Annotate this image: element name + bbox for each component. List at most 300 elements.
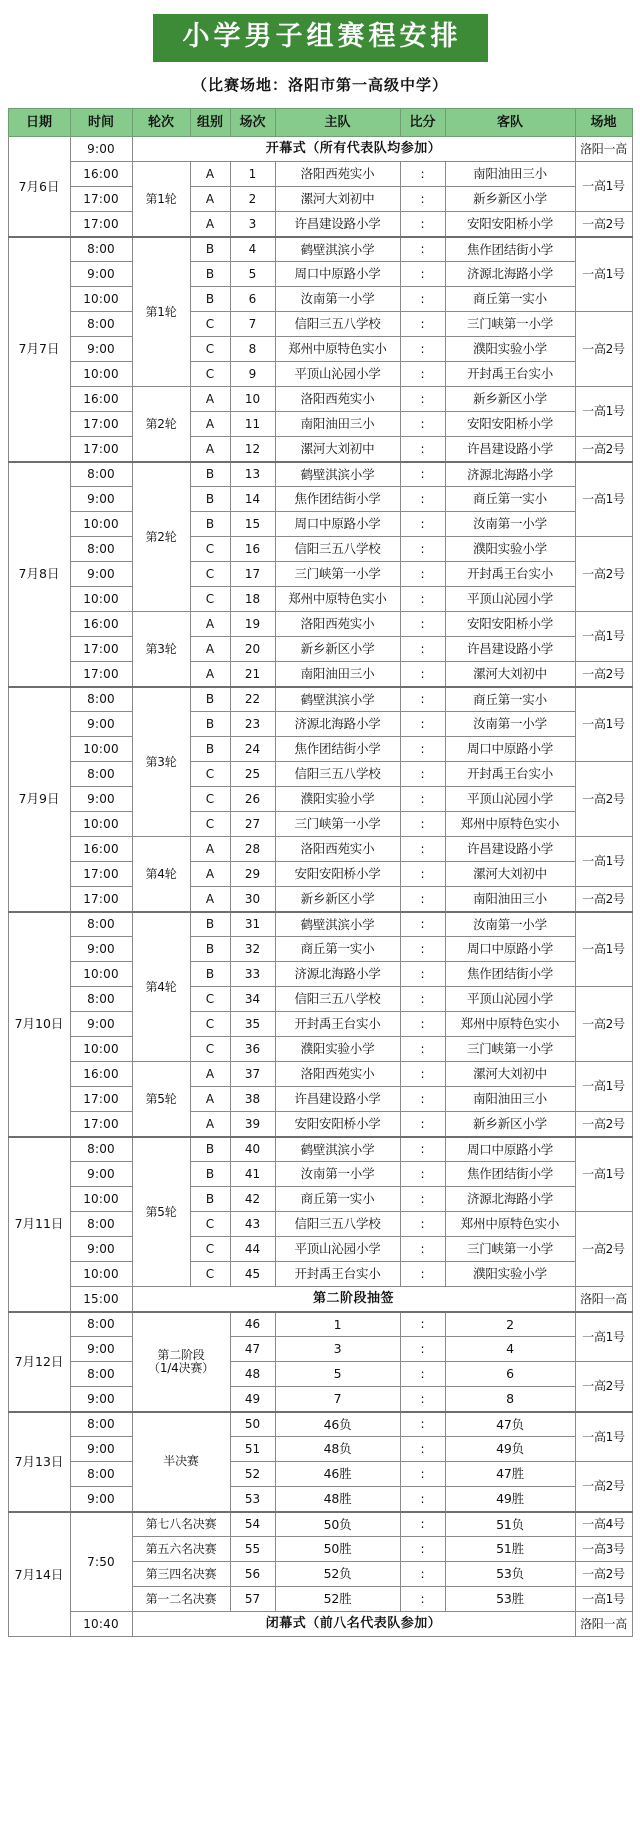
cell-away-team: 商丘第一实小 — [445, 287, 575, 312]
cell-venue: 一高2号 — [575, 1212, 632, 1287]
table-row — [8, 1387, 632, 1412]
col-header-matchno: 场次 — [230, 109, 275, 137]
cell-venue: 一高1号 — [575, 912, 632, 987]
cell-time: 9:00 — [70, 1387, 132, 1412]
table-row — [8, 937, 632, 962]
table-row — [8, 862, 632, 887]
cell-score: : — [400, 412, 445, 437]
table-row — [8, 1612, 632, 1637]
cell-score: : — [400, 1262, 445, 1287]
cell-time: 9:00 — [70, 562, 132, 587]
cell-away-team: 平顶山沁园小学 — [445, 987, 575, 1012]
cell-home-team: 焦作团结街小学 — [275, 487, 400, 512]
cell-away-team: 平顶山沁园小学 — [445, 787, 575, 812]
cell-group: C — [190, 1237, 230, 1262]
cell-match-no: 14 — [230, 487, 275, 512]
cell-match-no: 56 — [230, 1562, 275, 1587]
cell-match-no: 4 — [230, 237, 275, 262]
cell-time: 8:00 — [70, 1462, 132, 1487]
cell-time: 16:00 — [70, 1062, 132, 1087]
cell-time: 8:00 — [70, 987, 132, 1012]
cell-score: : — [400, 712, 445, 737]
cell-match-no: 21 — [230, 662, 275, 687]
cell-away-team: 汝南第一小学 — [445, 912, 575, 937]
cell-score: : — [400, 1312, 445, 1337]
cell-match-no: 57 — [230, 1587, 275, 1612]
cell-match-no: 5 — [230, 262, 275, 287]
cell-time: 16:00 — [70, 612, 132, 637]
cell-match-no: 36 — [230, 1037, 275, 1062]
cell-group: C — [190, 812, 230, 837]
cell-time: 9:00 — [70, 337, 132, 362]
cell-away-team: 南阳油田三小 — [445, 887, 575, 912]
table-row — [8, 1062, 632, 1087]
cell-time: 10:00 — [70, 737, 132, 762]
cell-home-team: 许昌建设路小学 — [275, 212, 400, 237]
cell-home-team: 济源北海路小学 — [275, 962, 400, 987]
cell-away-team: 漯河大刘初中 — [445, 1062, 575, 1087]
cell-home-team: 48胜 — [275, 1487, 400, 1512]
cell-time: 8:00 — [70, 237, 132, 262]
cell-home-team: 济源北海路小学 — [275, 712, 400, 737]
cell-group: A — [190, 612, 230, 637]
table-row — [8, 212, 632, 237]
cell-score: : — [400, 1412, 445, 1437]
cell-home-team: 洛阳西苑实小 — [275, 612, 400, 637]
cell-time: 8:00 — [70, 762, 132, 787]
cell-away-team: 47负 — [445, 1412, 575, 1437]
cell-group: B — [190, 712, 230, 737]
cell-time: 8:00 — [70, 462, 132, 487]
cell-match-no: 46 — [230, 1312, 275, 1337]
cell-home-team: 信阳三五八学校 — [275, 1212, 400, 1237]
cell-round: 第2轮 — [132, 387, 190, 462]
cell-match-no: 31 — [230, 912, 275, 937]
cell-time: 15:00 — [70, 1287, 132, 1312]
cell-away-team: 焦作团结街小学 — [445, 237, 575, 262]
cell-home-team: 50胜 — [275, 1537, 400, 1562]
table-row — [8, 1212, 632, 1237]
cell-time: 10:00 — [70, 287, 132, 312]
table-row — [8, 337, 632, 362]
cell-date: 7月9日 — [8, 687, 70, 912]
cell-home-team: 50负 — [275, 1512, 400, 1537]
cell-time: 17:00 — [70, 862, 132, 887]
cell-venue: 一高1号 — [575, 462, 632, 537]
cell-match-no: 53 — [230, 1487, 275, 1512]
table-row — [8, 812, 632, 837]
table-row — [8, 887, 632, 912]
cell-venue: 一高2号 — [575, 212, 632, 237]
cell-venue: 一高2号 — [575, 1462, 632, 1512]
cell-home-team: 5 — [275, 1362, 400, 1387]
cell-round: 第2轮 — [132, 462, 190, 612]
cell-group: C — [190, 1037, 230, 1062]
table-row — [8, 412, 632, 437]
table-row — [8, 912, 632, 937]
cell-group: B — [190, 487, 230, 512]
cell-score: : — [400, 337, 445, 362]
cell-home-team: 濮阳实验小学 — [275, 1037, 400, 1062]
cell-round: 第3轮 — [132, 612, 190, 687]
cell-time: 9:00 — [70, 1437, 132, 1462]
table-row — [8, 737, 632, 762]
cell-time: 17:00 — [70, 412, 132, 437]
cell-home-team: 鹤壁淇滨小学 — [275, 687, 400, 712]
cell-home-team: 46负 — [275, 1412, 400, 1437]
table-row — [8, 1237, 632, 1262]
cell-away-team: 濮阳实验小学 — [445, 1262, 575, 1287]
col-header-date: 日期 — [8, 109, 70, 137]
cell-venue: 一高2号 — [575, 762, 632, 837]
cell-venue: 一高1号 — [575, 1312, 632, 1362]
cell-match-no: 45 — [230, 1262, 275, 1287]
cell-match-no: 24 — [230, 737, 275, 762]
table-row — [8, 262, 632, 287]
cell-match-no: 17 — [230, 562, 275, 587]
cell-away-team: 6 — [445, 1362, 575, 1387]
cell-match-no: 3 — [230, 212, 275, 237]
cell-away-team: 51负 — [445, 1512, 575, 1537]
cell-group: C — [190, 562, 230, 587]
cell-match-no: 48 — [230, 1362, 275, 1387]
cell-venue: 一高2号 — [575, 887, 632, 912]
cell-score: : — [400, 187, 445, 212]
cell-group: C — [190, 312, 230, 337]
cell-final-34-label: 第三四名决赛 — [132, 1562, 230, 1587]
cell-time: 9:00 — [70, 1012, 132, 1037]
cell-group: B — [190, 237, 230, 262]
col-header-group: 组别 — [190, 109, 230, 137]
cell-away-team: 许昌建设路小学 — [445, 637, 575, 662]
cell-time: 8:00 — [70, 1312, 132, 1337]
cell-venue: 一高1号 — [575, 837, 632, 887]
cell-venue: 一高1号 — [575, 687, 632, 762]
cell-time: 10:00 — [70, 587, 132, 612]
cell-group: C — [190, 362, 230, 387]
cell-venue: 一高1号 — [575, 1412, 632, 1462]
col-header-score: 比分 — [400, 109, 445, 137]
cell-final-12-label: 第一二名决赛 — [132, 1587, 230, 1612]
cell-group: C — [190, 587, 230, 612]
cell-match-no: 39 — [230, 1112, 275, 1137]
cell-home-team: 鹤壁淇滨小学 — [275, 1137, 400, 1162]
cell-home-team: 周口中原路小学 — [275, 262, 400, 287]
cell-score: : — [400, 687, 445, 712]
cell-home-team: 52胜 — [275, 1587, 400, 1612]
cell-score: : — [400, 462, 445, 487]
cell-round: 第1轮 — [132, 162, 190, 237]
cell-venue: 一高2号 — [575, 537, 632, 612]
cell-match-no: 51 — [230, 1437, 275, 1462]
cell-away-team: 周口中原路小学 — [445, 737, 575, 762]
cell-match-no: 50 — [230, 1412, 275, 1437]
cell-group: A — [190, 187, 230, 212]
cell-home-team: 汝南第一小学 — [275, 287, 400, 312]
cell-score: : — [400, 212, 445, 237]
cell-score: : — [400, 762, 445, 787]
col-header-away: 客队 — [445, 109, 575, 137]
cell-venue: 一高1号 — [575, 1587, 632, 1612]
stage-label-line2: （1/4决赛） — [148, 1360, 214, 1375]
cell-match-no: 2 — [230, 187, 275, 212]
cell-score: : — [400, 1462, 445, 1487]
cell-home-team: 鹤壁淇滨小学 — [275, 237, 400, 262]
cell-final-78-label: 第七八名决赛 — [132, 1512, 230, 1537]
cell-home-team: 新乡新区小学 — [275, 887, 400, 912]
cell-group: C — [190, 1262, 230, 1287]
cell-match-no: 42 — [230, 1187, 275, 1212]
cell-group: B — [190, 262, 230, 287]
cell-time: 9:00 — [70, 937, 132, 962]
cell-home-team: 开封禹王台实小 — [275, 1012, 400, 1037]
cell-venue: 一高1号 — [575, 612, 632, 662]
cell-group: A — [190, 437, 230, 462]
cell-away-team: 新乡新区小学 — [445, 1112, 575, 1137]
cell-opening-ceremony: 开幕式（所有代表队均参加） — [132, 137, 575, 162]
cell-away-team: 汝南第一小学 — [445, 712, 575, 737]
cell-away-team: 周口中原路小学 — [445, 937, 575, 962]
cell-venue: 洛阳一高 — [575, 1287, 632, 1312]
table-row — [8, 312, 632, 337]
cell-date: 7月13日 — [8, 1412, 70, 1512]
cell-group: B — [190, 512, 230, 537]
cell-time: 9:00 — [70, 1237, 132, 1262]
cell-score: : — [400, 162, 445, 187]
cell-match-no: 54 — [230, 1512, 275, 1537]
table-row — [8, 512, 632, 537]
cell-match-no: 34 — [230, 987, 275, 1012]
cell-score: : — [400, 887, 445, 912]
cell-venue: 一高2号 — [575, 437, 632, 462]
cell-match-no: 29 — [230, 862, 275, 887]
cell-group: A — [190, 387, 230, 412]
cell-date: 7月10日 — [8, 912, 70, 1137]
table-row — [8, 1312, 632, 1337]
cell-venue: 洛阳一高 — [575, 137, 632, 162]
cell-match-no: 41 — [230, 1162, 275, 1187]
cell-group: B — [190, 687, 230, 712]
cell-home-team: 南阳油田三小 — [275, 412, 400, 437]
cell-away-team: 安阳安阳桥小学 — [445, 612, 575, 637]
cell-match-no: 43 — [230, 1212, 275, 1237]
table-row — [8, 662, 632, 687]
cell-home-team: 商丘第一实小 — [275, 1187, 400, 1212]
cell-score: : — [400, 1562, 445, 1587]
cell-score: : — [400, 937, 445, 962]
table-row — [8, 462, 632, 487]
cell-score: : — [400, 1037, 445, 1062]
cell-round: 第4轮 — [132, 837, 190, 912]
cell-group: A — [190, 862, 230, 887]
cell-group: C — [190, 537, 230, 562]
cell-home-team: 安阳安阳桥小学 — [275, 862, 400, 887]
cell-score: : — [400, 1437, 445, 1462]
cell-away-team: 郑州中原特色实小 — [445, 1012, 575, 1037]
cell-venue: 一高1号 — [575, 237, 632, 312]
cell-time: 9:00 — [70, 1162, 132, 1187]
cell-home-team: 郑州中原特色实小 — [275, 337, 400, 362]
table-row — [8, 987, 632, 1012]
cell-venue: 一高2号 — [575, 987, 632, 1062]
cell-venue: 一高3号 — [575, 1537, 632, 1562]
cell-away-team: 安阳安阳桥小学 — [445, 212, 575, 237]
cell-score: : — [400, 1237, 445, 1262]
cell-home-team: 平顶山沁园小学 — [275, 1237, 400, 1262]
cell-match-no: 33 — [230, 962, 275, 987]
cell-time: 10:00 — [70, 1037, 132, 1062]
venue-subtitle: （比赛场地：洛阳市第一高级中学） — [191, 76, 448, 95]
cell-time: 7:50 — [70, 1512, 132, 1612]
cell-group: B — [190, 912, 230, 937]
cell-score: : — [400, 1137, 445, 1162]
cell-score: : — [400, 237, 445, 262]
table-row — [8, 962, 632, 987]
cell-score: : — [400, 812, 445, 837]
cell-away-team: 三门峡第一小学 — [445, 312, 575, 337]
cell-score: : — [400, 387, 445, 412]
cell-group: A — [190, 162, 230, 187]
table-row — [8, 1337, 632, 1362]
cell-away-team: 开封禹王台实小 — [445, 762, 575, 787]
cell-match-no: 52 — [230, 1462, 275, 1487]
cell-group: B — [190, 737, 230, 762]
cell-score: : — [400, 587, 445, 612]
cell-time: 8:00 — [70, 312, 132, 337]
table-header-row — [8, 109, 632, 137]
cell-home-team: 安阳安阳桥小学 — [275, 1112, 400, 1137]
cell-home-team: 焦作团结街小学 — [275, 737, 400, 762]
cell-date: 7月8日 — [8, 462, 70, 687]
cell-match-no: 15 — [230, 512, 275, 537]
table-row — [8, 712, 632, 737]
cell-score: : — [400, 662, 445, 687]
table-row — [8, 487, 632, 512]
cell-group: C — [190, 1212, 230, 1237]
cell-match-no: 19 — [230, 612, 275, 637]
cell-match-no: 18 — [230, 587, 275, 612]
table-row — [8, 1437, 632, 1462]
cell-group: C — [190, 1012, 230, 1037]
cell-match-no: 55 — [230, 1537, 275, 1562]
cell-venue: 一高2号 — [575, 1362, 632, 1412]
cell-round: 第1轮 — [132, 237, 190, 387]
cell-match-no: 28 — [230, 837, 275, 862]
cell-stage-label — [132, 1312, 230, 1412]
cell-away-team: 安阳安阳桥小学 — [445, 412, 575, 437]
title-banner-wrap — [0, 14, 640, 62]
cell-score: : — [400, 912, 445, 937]
cell-score: : — [400, 487, 445, 512]
cell-group: A — [190, 837, 230, 862]
cell-venue: 一高2号 — [575, 1112, 632, 1137]
cell-date: 7月6日 — [8, 137, 70, 237]
cell-home-team: 46胜 — [275, 1462, 400, 1487]
cell-time: 9:00 — [70, 487, 132, 512]
cell-away-team: 许昌建设路小学 — [445, 837, 575, 862]
cell-away-team: 49胜 — [445, 1487, 575, 1512]
cell-away-team: 新乡新区小学 — [445, 187, 575, 212]
cell-score: : — [400, 562, 445, 587]
cell-stage2-draw: 第二阶段抽签 — [132, 1287, 575, 1312]
cell-away-team: 焦作团结街小学 — [445, 962, 575, 987]
cell-home-team: 三门峡第一小学 — [275, 812, 400, 837]
col-header-venue: 场地 — [575, 109, 632, 137]
cell-time: 17:00 — [70, 637, 132, 662]
col-header-round: 轮次 — [132, 109, 190, 137]
cell-home-team: 信阳三五八学校 — [275, 987, 400, 1012]
cell-group: A — [190, 1112, 230, 1137]
cell-time: 17:00 — [70, 1112, 132, 1137]
cell-time: 10:00 — [70, 1262, 132, 1287]
cell-match-no: 47 — [230, 1337, 275, 1362]
cell-match-no: 8 — [230, 337, 275, 362]
cell-score: : — [400, 962, 445, 987]
cell-time: 10:00 — [70, 812, 132, 837]
table-row — [8, 637, 632, 662]
cell-date: 7月7日 — [8, 237, 70, 462]
cell-time: 16:00 — [70, 387, 132, 412]
table-row — [8, 287, 632, 312]
cell-score: : — [400, 437, 445, 462]
table-row — [8, 1287, 632, 1312]
cell-away-team: 濮阳实验小学 — [445, 537, 575, 562]
cell-home-team: 信阳三五八学校 — [275, 312, 400, 337]
cell-away-team: 商丘第一实小 — [445, 687, 575, 712]
table-row — [8, 612, 632, 637]
cell-group: C — [190, 987, 230, 1012]
cell-home-team: 周口中原路小学 — [275, 512, 400, 537]
cell-home-team: 平顶山沁园小学 — [275, 362, 400, 387]
cell-away-team: 开封禹王台实小 — [445, 562, 575, 587]
table-row — [8, 1112, 632, 1137]
table-row — [8, 762, 632, 787]
cell-group: C — [190, 762, 230, 787]
cell-score: : — [400, 262, 445, 287]
cell-home-team: 濮阳实验小学 — [275, 787, 400, 812]
table-row — [8, 687, 632, 712]
cell-time: 16:00 — [70, 837, 132, 862]
cell-match-no: 7 — [230, 312, 275, 337]
cell-away-team: 漯河大刘初中 — [445, 862, 575, 887]
table-row — [8, 162, 632, 187]
cell-match-no: 25 — [230, 762, 275, 787]
cell-score: : — [400, 987, 445, 1012]
cell-time: 8:00 — [70, 912, 132, 937]
cell-group: A — [190, 887, 230, 912]
cell-away-team: 济源北海路小学 — [445, 262, 575, 287]
cell-match-no: 35 — [230, 1012, 275, 1037]
table-row — [8, 1087, 632, 1112]
cell-score: : — [400, 612, 445, 637]
cell-away-team: 郑州中原特色实小 — [445, 812, 575, 837]
cell-time: 17:00 — [70, 1087, 132, 1112]
cell-venue: 一高1号 — [575, 1062, 632, 1112]
cell-venue: 一高1号 — [575, 1137, 632, 1212]
schedule-table — [8, 108, 633, 1637]
cell-score: : — [400, 287, 445, 312]
cell-time: 9:00 — [70, 712, 132, 737]
cell-away-team: 济源北海路小学 — [445, 1187, 575, 1212]
cell-home-team: 郑州中原特色实小 — [275, 587, 400, 612]
cell-match-no: 49 — [230, 1387, 275, 1412]
cell-home-team: 漯河大刘初中 — [275, 187, 400, 212]
cell-home-team: 鹤壁淇滨小学 — [275, 462, 400, 487]
cell-away-team: 漯河大刘初中 — [445, 662, 575, 687]
table-row — [8, 1012, 632, 1037]
table-row — [8, 1162, 632, 1187]
cell-away-team: 49负 — [445, 1437, 575, 1462]
